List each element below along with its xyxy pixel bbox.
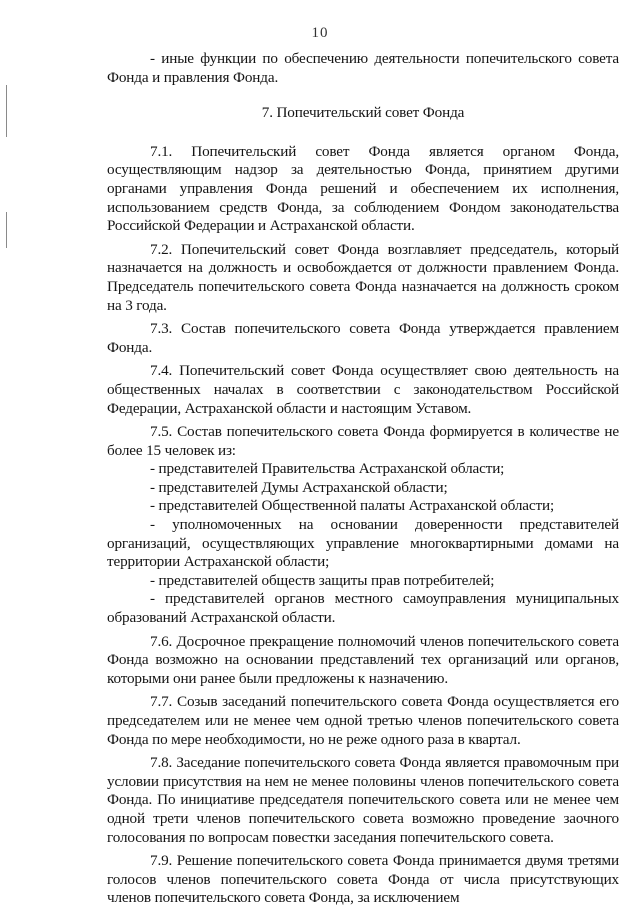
list-item-local-government: - представителей органов местного самоуправления муниципальных образований Астраханской области. [107, 590, 619, 627]
scan-margin-mark [6, 85, 7, 137]
list-item-duma: - представителей Думы Астраханской области; [150, 478, 448, 496]
paragraph-7-5: 7.5. Состав попечительского совета Фонда формируется в количестве не более 15 человек из: [107, 423, 619, 459]
paragraph-7-2: 7.2. Попечительский совет Фонда возглавляет председатель, который назначается на должность и освобождается от должности правлением Фонда. Председатель попечительского совета Фонда назначается на должность сроком на 3 года. [107, 240, 619, 314]
scan-margin-mark [6, 212, 7, 248]
list-item-management-organizations: - уполномоченных на основании доверенности представителей организаций, осуществляющих управление многоквартирными домами на территории Астраханской области; [107, 516, 619, 571]
paragraph-other-functions: - иные функции по обеспечению деятельности попечительского совета Фонда и правления Фонда. [107, 50, 619, 86]
paragraph-7-4: 7.4. Попечительский совет Фонда осуществляет свою деятельность на общественных началах в соответствии с законодательством Российской Федерации, Астраханской области и настоящим Уставом. [107, 362, 619, 417]
paragraph-7-8: 7.8. Заседание попечительского совета Фонда является правомочным при условии присутствия на нем не менее половины членов попечительского совета Фонда. По инициативе председателя попечительского совета или не менее чем одной трети членов попечительского совета возможно проведение заочного голосования по вопросам повестки заседания попечительского совета. [107, 754, 619, 846]
paragraph-7-3: 7.3. Состав попечительского совета Фонда утверждается правлением Фонда. [107, 320, 619, 356]
paragraph-7-6: 7.6. Досрочное прекращение полномочий членов попечительского совета Фонда возможно на основании представлений тех организаций или органов, которыми они ранее были предложены к назначению. [107, 632, 619, 687]
document-body [107, 50, 619, 908]
list-item-government: - представителей Правительства Астраханской области; [150, 460, 505, 478]
paragraph-7-9: 7.9. Решение попечительского совета Фонда принимается двумя третями голосов членов попечительского совета Фонда от числа присутствующих членов попечительского совета Фонда, за исключением [107, 852, 619, 907]
list-item-public-chamber: - представителей Общественной палаты Астраханской области; [150, 497, 555, 515]
paragraph-7-7: 7.7. Созыв заседаний попечительского совета Фонда осуществляется его председателем или не менее чем одной третью членов попечительского совета Фонда по мере необходимости, но не реже одного раза в квартал. [107, 693, 619, 748]
paragraph-7-1: 7.1. Попечительский совет Фонда является органом Фонда, осуществляющим надзор за деятельностью Фонда, принятием другими органами управления Фонда решений и обеспечением их исполнения, использованием средств Фонда, за соблюдением Фондом законодательства Российской Федерации и Астраханской области. [107, 142, 619, 235]
page-number: 10 [311, 25, 329, 41]
list-item-consumer-societies: - представителей обществ защиты прав потребителей; [150, 571, 495, 589]
section-heading: 7. Попечительский совет Фонда [261, 104, 465, 122]
